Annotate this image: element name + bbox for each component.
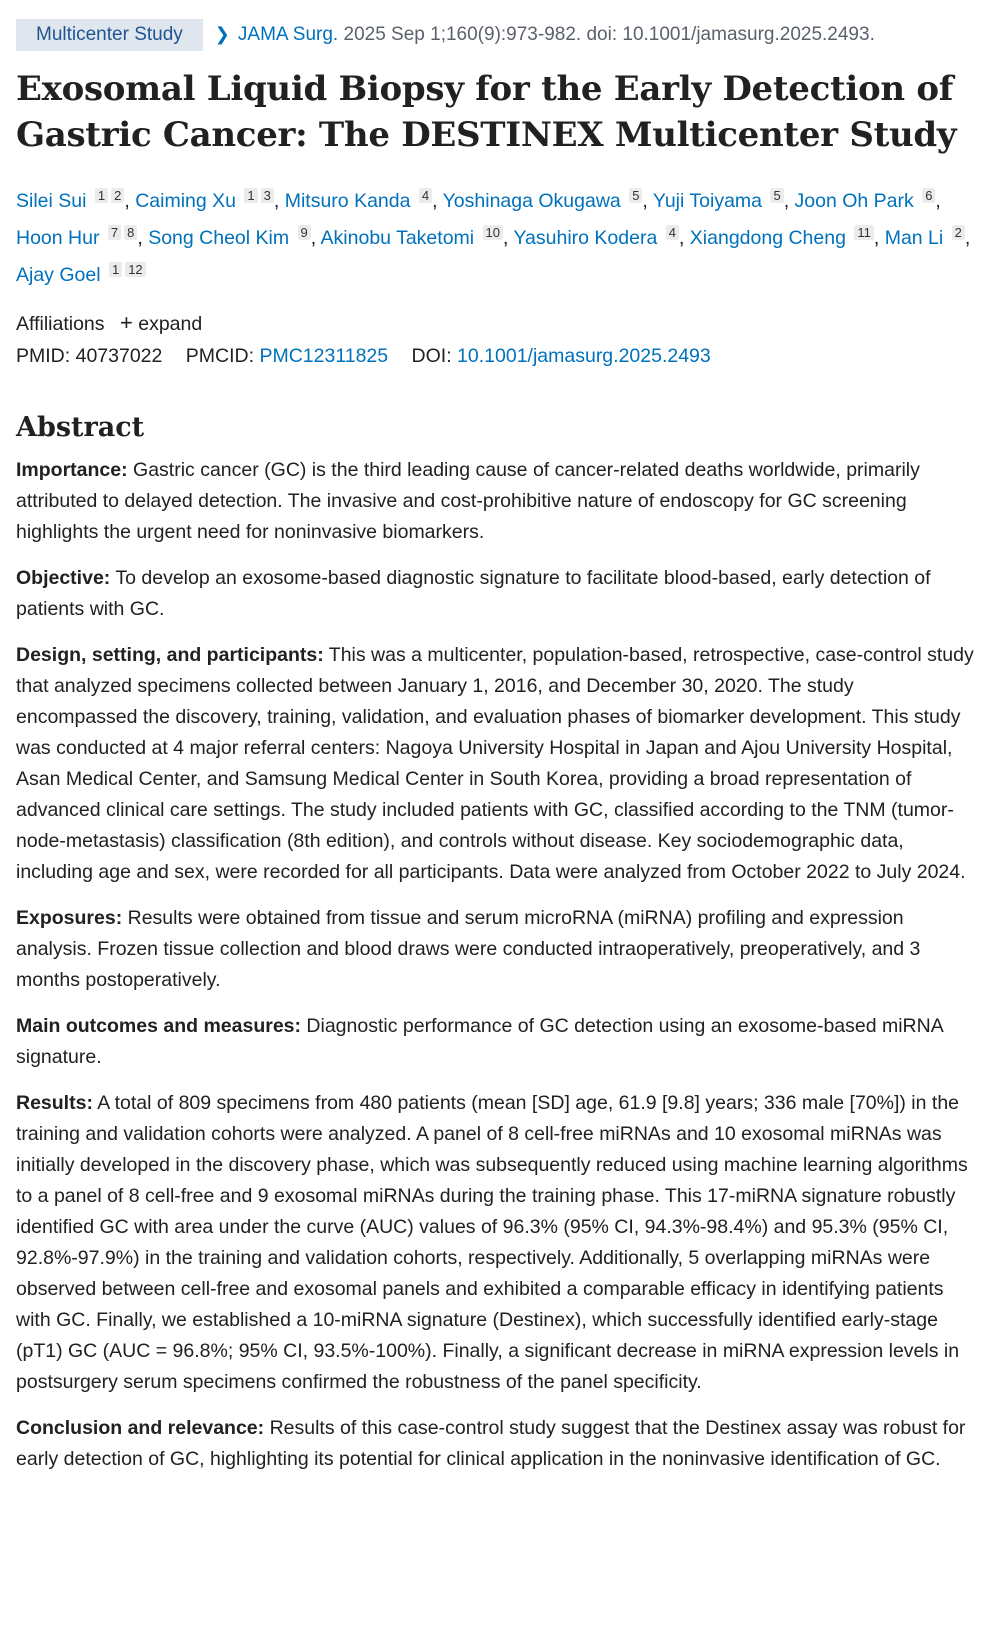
identifiers [16,340,976,372]
author-link[interactable]: Yuji Toiyama [652,190,763,212]
author-affiliation-refs [105,225,137,240]
author-separator: , [124,190,136,212]
citation [213,17,875,52]
affiliation-ref[interactable]: 11 [854,225,874,240]
affiliation-ref[interactable]: 5 [629,188,642,203]
author-separator: , [432,190,443,212]
section-text: Gastric cancer (GC) is the third leading cause of cancer-related deaths worldwide, primarily attributed to delayed detection. The invasive and cost-prohibitive nature of endoscopy for GC screening highlights the urgent need for noninvasive biomarkers. [16,459,920,543]
section-text: To develop an exosome-based diagnostic signature to facilitate blood-based, early detection of patients with GC. [16,567,931,620]
section-label: Design, setting, and participants: [16,644,324,666]
author-link[interactable]: Man Li [884,227,944,249]
doi-label: DOI: [411,345,452,367]
affiliation-ref[interactable]: 1 [109,262,122,277]
section-label: Objective: [16,567,111,589]
author-link[interactable]: Joon Oh Park [794,190,914,212]
pmid-value: 40737022 [75,345,163,367]
author-link[interactable]: Mitsuro Kanda [284,190,411,212]
author-separator: , [964,227,971,249]
affiliation-ref[interactable]: 5 [770,188,783,203]
affiliations-label: Affiliations [16,313,105,335]
affiliation-ref[interactable]: 8 [124,225,137,240]
section-text: Results were obtained from tissue and serum microRNA (miRNA) profiling and expression analysis. Frozen tissue collection and blood draws were conducted intraoperatively, preoperatively, and 3 months postoperatively. [16,907,921,991]
section-text: Results of this case-control study suggest that the Destinex assay was robust for early detection of GC, highlighting its potential for clinical application in the noninvasive identification of GC. [16,1417,966,1470]
author-affiliation-refs [106,262,146,277]
section-text: Diagnostic performance of GC detection using an exosome-based miRNA signature. [16,1015,943,1068]
affiliations-row [16,307,976,340]
author-affiliation-refs [919,188,935,203]
citation-text: 2025 Sep 1;160(9):973-982. doi: 10.1001/jamasurg.2025.2493. [338,24,875,45]
author-link[interactable]: Ajay Goel [16,264,101,286]
abstract-exposures [16,903,976,996]
author-affiliation-refs [92,188,124,203]
article-heading [16,17,976,52]
affiliation-ref[interactable]: 1 [95,188,108,203]
pmid-label: PMID: [16,345,71,367]
abstract-outcomes [16,1011,976,1073]
section-label: Main outcomes and measures: [16,1015,301,1037]
author-affiliation-refs [295,225,311,240]
section-label: Conclusion and relevance: [16,1417,265,1439]
author-separator: , [873,227,885,249]
affiliation-ref[interactable]: 10 [483,225,503,240]
article-title: Exosomal Liquid Biopsy for the Early Detection of Gastric Cancer: The DESTINEX Multicenter Study [16,69,957,155]
abstract-conclusion [16,1413,976,1475]
author-link[interactable]: Akinobu Taketomi [320,227,475,249]
abstract-body [16,455,976,1475]
author-separator: , [137,227,149,249]
author-affiliation-refs [626,188,642,203]
section-label: Exposures: [16,907,123,929]
section-text: This was a multicenter, population-based, retrospective, case-control study that analyzed specimens collected between January 1, 2016, and December 30, 2020. The study encompassed the discovery, training, validation, and evaluation phases of biomarker development. This study was conducted at 4 major referral centers: Nagoya University Hospital in Japan and Ajou University Hospital, Asan Medical Center, and Samsung Medical Center in South Korea, providing a broad representation of advanced clinical care settings. The study included patients with GC, classified according to the TNM (tumor-node-metastasis) classification (8th edition), and controls without disease. Key sociodemographic data, including age and sex, were recorded for all participants. Data were analyzed from October 2022 to July 2024. [16,644,974,883]
affiliation-ref[interactable]: 6 [922,188,935,203]
affiliations-expand-button[interactable]: expand [138,313,203,335]
doi-link[interactable]: 10.1001/jamasurg.2025.2493 [457,345,711,367]
author-separator: , [273,190,285,212]
author-affiliation-refs [663,225,679,240]
abstract-results [16,1088,976,1398]
author-separator: , [503,227,514,249]
section-text: A total of 809 specimens from 480 patients (mean [SD] age, 61.9 [9.8] years; 336 male [70%]) in the training and validation cohorts were analyzed. A panel of 8 cell-free miRNAs and 10 exosomal miRNAs was initially developed in the discovery phase, which was subsequently reduced using machine learning algorithms to a panel of 8 cell-free and 9 exosomal miRNAs during the training phase. This 17-miRNA signature robustly identified GC with area under the curve (AUC) values of 96.3% (95% CI, 94.3%-98.4%) and 95.3% (95% CI, 92.8%-97.9%) in the training and validation cohorts, respectively. Additionally, 5 overlapping miRNAs were observed between cell-free and exosomal panels and exhibited a comparable efficacy in identifying patients with GC. Finally, we established a 10-miRNA signature (Destinex), which successfully identified early-stage (pT1) GC (AUC = 96.8%; 95% CI, 93.5%-100%). Finally, a significant decrease in miRNA expression levels in postsurgery serum specimens confirmed the robustness of the panel specificity. [16,1092,968,1393]
abstract-objective [16,563,976,625]
author-separator: , [678,227,690,249]
author-link[interactable]: Yasuhiro Kodera [513,227,658,249]
chevron-right-icon: ❯ [214,24,230,44]
section-label: Importance: [16,459,128,481]
author-affiliation-refs [767,188,783,203]
affiliation-ref[interactable]: 9 [298,225,311,240]
author-separator: , [310,227,321,249]
author-link[interactable]: Hoon Hur [16,227,100,249]
affiliation-ref[interactable]: 2 [111,188,124,203]
section-label: Results: [16,1092,93,1114]
affiliation-ref[interactable]: 4 [419,188,432,203]
pmcid-label: PMCID: [185,345,255,367]
author-affiliation-refs [851,225,874,240]
affiliation-ref[interactable]: 2 [952,225,965,240]
authors-list [16,180,976,291]
journal-link[interactable]: JAMA Surg. [237,24,339,45]
author-link[interactable]: Song Cheol Kim [148,227,290,249]
affiliation-ref[interactable]: 3 [261,188,274,203]
affiliation-ref[interactable]: 7 [108,225,121,240]
author-link[interactable]: Yoshinaga Okugawa [442,190,621,212]
author-separator: , [642,190,653,212]
author-separator: , [783,190,795,212]
author-affiliation-refs [949,225,965,240]
publication-type-badge: Multicenter Study [16,19,203,51]
abstract-heading: Abstract [16,412,145,443]
author-affiliation-refs [416,188,432,203]
affiliation-ref[interactable]: 1 [244,188,257,203]
author-separator: , [935,190,941,212]
abstract-design [16,640,976,888]
affiliation-ref[interactable]: 12 [125,262,145,277]
author-link[interactable]: Caiming Xu [135,190,236,212]
plus-icon[interactable]: + [119,310,133,335]
abstract-importance [16,455,976,548]
author-affiliation-refs [480,225,503,240]
author-link[interactable]: Xiangdong Cheng [689,227,846,249]
author-link[interactable]: Silei Sui [16,190,87,212]
pmcid-link[interactable]: PMC12311825 [259,345,389,367]
author-affiliation-refs [241,188,273,203]
affiliation-ref[interactable]: 4 [666,225,679,240]
